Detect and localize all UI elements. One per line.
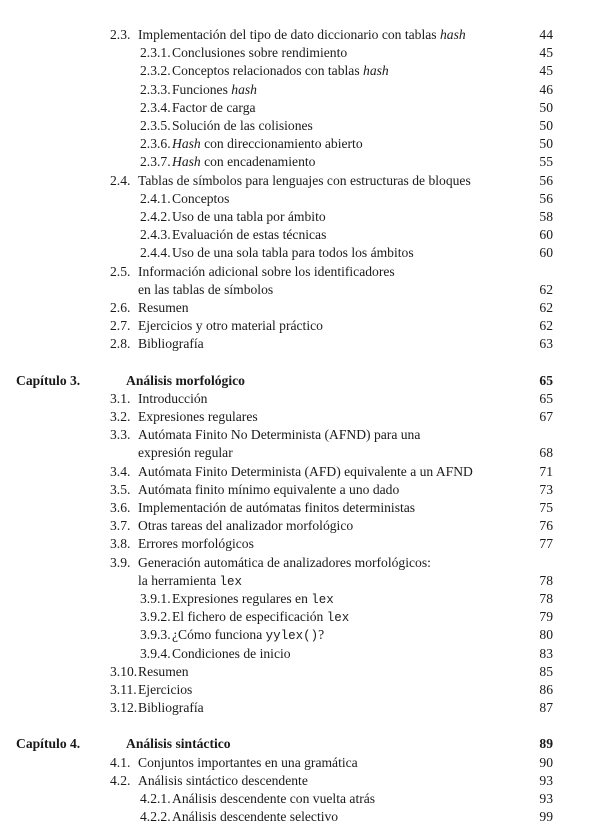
section-number: 4.2.2.: [140, 809, 171, 825]
title-text: Solución de las colisiones: [172, 118, 313, 133]
chapter-label: Capítulo 4.: [16, 736, 81, 752]
page-number: 62: [539, 281, 553, 297]
page-number: 60: [539, 227, 553, 243]
section-number: 3.8.: [110, 536, 131, 552]
toc-entry[interactable]: [0, 426, 600, 444]
section-number: 3.5.: [110, 481, 131, 497]
toc-entry[interactable]: [0, 499, 600, 517]
toc-entry[interactable]: [0, 754, 600, 772]
section-number: 2.4.4.: [140, 245, 171, 261]
italic-text: hash: [231, 81, 257, 97]
toc-entry[interactable]: [0, 608, 600, 626]
section-number: 3.9.: [110, 554, 131, 570]
page-number: 45: [539, 45, 553, 61]
title-text: con encadenamiento: [200, 154, 316, 170]
toc-entry[interactable]: [0, 554, 600, 572]
page-number: 50: [539, 118, 553, 133]
toc-entry[interactable]: [0, 463, 600, 481]
title-text: la herramienta: [138, 572, 220, 588]
title-text: Conceptos: [172, 190, 230, 206]
section-number: 4.2.1.: [140, 791, 171, 806]
section-number: 2.3.6.: [140, 136, 171, 152]
title-text: Tablas de símbolos para lenguajes con estructuras de bloques: [138, 172, 471, 188]
entry-title: [172, 62, 389, 80]
toc-entry[interactable]: [0, 135, 600, 153]
section-number: 4.2.: [110, 772, 131, 788]
page-number: 62: [539, 318, 553, 334]
toc-entry[interactable]: [0, 244, 600, 262]
entry-title: [172, 590, 334, 609]
toc-entry[interactable]: [0, 681, 600, 699]
title-text: Autómata Finito Determinista (AFD) equivalente a un AFND: [138, 463, 473, 479]
page-number: 62: [539, 300, 553, 315]
page-number: 78: [539, 591, 553, 606]
title-text: Bibliografía: [138, 700, 204, 716]
toc-entry[interactable]: [0, 299, 600, 317]
entry-title: [138, 572, 242, 591]
section-number: 2.6.: [110, 300, 131, 315]
toc-entry-continuation[interactable]: [0, 281, 600, 299]
entry-title: [126, 372, 245, 390]
title-text: Análisis descendente con vuelta atrás: [172, 791, 376, 806]
title-text: Conceptos relacionados con tablas: [172, 63, 364, 79]
title-text: Expresiones regulares en: [172, 591, 312, 606]
entry-title: [172, 99, 256, 117]
title-text: Análisis descendente selectivo: [172, 809, 339, 825]
entry-title: [138, 663, 189, 681]
section-number: 2.3.5.: [140, 118, 171, 133]
page-number: 79: [539, 609, 553, 625]
section-number: 2.5.: [110, 263, 131, 279]
page-number: 65: [539, 372, 553, 388]
entry-title: [172, 645, 291, 663]
page-number: 45: [539, 63, 553, 79]
title-text: Generación automática de analizadores morfológicos:: [138, 554, 431, 570]
section-number: 3.7.: [110, 518, 131, 534]
title-text: Análisis morfológico: [126, 372, 245, 388]
page-number: 90: [539, 754, 553, 770]
entry-title: [138, 444, 233, 462]
page-number: 87: [539, 700, 553, 716]
section-number: 3.3.: [110, 427, 131, 443]
entry-title: [138, 317, 323, 335]
toc-entry[interactable]: [0, 117, 600, 135]
entry-title: [138, 481, 399, 499]
entry-title: [172, 117, 313, 135]
title-text: Conclusiones sobre rendimiento: [172, 45, 348, 61]
entry-title: [172, 790, 375, 808]
section-number: 2.3.1.: [140, 45, 171, 61]
section-number: 2.8.: [110, 336, 131, 352]
page-number: 75: [539, 500, 553, 515]
toc-entry[interactable]: [0, 153, 600, 171]
page-number: 86: [539, 682, 553, 697]
entry-title: [138, 390, 207, 408]
section-number: 2.4.: [110, 172, 131, 188]
entry-title: [138, 699, 204, 717]
title-text: Errores morfológicos: [138, 536, 254, 552]
title-text: Autómata finito mínimo equivalente a uno dado: [138, 481, 400, 497]
entry-title: [138, 499, 415, 517]
entry-title: [138, 463, 473, 481]
toc-chapter-entry[interactable]: [0, 372, 600, 390]
title-text: Factor de carga: [172, 99, 256, 115]
code-text: yylex(): [265, 629, 319, 644]
title-text: ?: [318, 627, 325, 643]
entry-title: [172, 208, 326, 226]
section-number: 3.1.: [110, 390, 131, 406]
toc-entry[interactable]: [0, 663, 600, 681]
title-text: Introducción: [138, 390, 208, 406]
page-number: 68: [539, 445, 553, 461]
entry-title: [172, 135, 363, 153]
entry-title: [138, 754, 358, 772]
page-number: 46: [539, 81, 553, 97]
section-number: 3.6.: [110, 500, 131, 515]
title-text: Resumen: [138, 663, 189, 679]
toc-entry[interactable]: [0, 772, 600, 790]
toc-entry[interactable]: [0, 481, 600, 499]
entry-title: [172, 226, 326, 244]
title-text: Uso de una tabla por ámbito: [172, 209, 326, 224]
page-number: 83: [539, 645, 553, 661]
entry-title: [138, 26, 466, 44]
entry-title: [138, 281, 273, 299]
title-text: expresión regular: [138, 445, 233, 461]
page-number: 76: [539, 518, 553, 534]
toc-entry[interactable]: [0, 190, 600, 208]
entry-title: [138, 517, 353, 535]
italic-text: Hash: [172, 136, 201, 152]
entry-title: [138, 426, 420, 444]
section-number: 3.2.: [110, 409, 131, 424]
toc-entry[interactable]: [0, 626, 600, 644]
title-text: Expresiones regulares: [138, 409, 258, 424]
section-number: 3.11.: [110, 682, 137, 697]
title-text: Bibliografía: [138, 336, 204, 352]
entry-title: [138, 263, 395, 281]
page-number: 56: [539, 172, 553, 188]
title-text: Resumen: [138, 300, 189, 315]
title-text: Autómata Finito No Determinista (AFND) para una: [138, 427, 421, 443]
section-number: 3.4.: [110, 463, 131, 479]
toc-entry-continuation[interactable]: [0, 444, 600, 462]
toc-entry[interactable]: [0, 590, 600, 608]
title-text: Ejercicios: [138, 682, 193, 697]
italic-text: hash: [363, 63, 389, 79]
section-number: 3.9.4.: [140, 645, 171, 661]
title-text: ¿Cómo funciona: [172, 627, 266, 643]
toc-entry[interactable]: [0, 699, 600, 717]
section-number: 4.1.: [110, 754, 131, 770]
title-text: Funciones: [172, 81, 232, 97]
page-number: 93: [539, 772, 553, 788]
toc-entry[interactable]: [0, 26, 600, 44]
section-number: 2.3.7.: [140, 154, 171, 170]
title-text: Ejercicios y otro material práctico: [138, 318, 323, 334]
section-number: 2.3.2.: [140, 63, 171, 79]
entry-title: [172, 190, 229, 208]
section-number: 3.9.2.: [140, 609, 171, 625]
code-text: lex: [311, 593, 334, 607]
section-number: 3.9.3.: [140, 627, 171, 643]
title-text: Implementación de autómatas finitos deterministas: [138, 500, 416, 515]
page-number: 77: [539, 536, 553, 552]
section-number: 2.4.2.: [140, 209, 171, 224]
page-number: 85: [539, 663, 553, 679]
toc-entry[interactable]: [0, 790, 600, 808]
toc-entry-continuation[interactable]: [0, 572, 600, 590]
entry-title: [172, 81, 257, 99]
section-number: 3.10.: [110, 663, 138, 679]
title-text: en las tablas de símbolos: [138, 281, 274, 297]
entry-title: [172, 44, 347, 62]
title-text: Conjuntos importantes en una gramática: [138, 754, 358, 770]
title-text: Información adicional sobre los identificadores: [138, 263, 395, 279]
section-number: 2.7.: [110, 318, 131, 334]
chapter-label: Capítulo 3.: [16, 372, 81, 388]
page-number: 89: [539, 736, 553, 752]
page-number: 58: [539, 209, 553, 224]
toc-entry[interactable]: [0, 408, 600, 426]
section-number: 3.12.: [110, 700, 138, 716]
toc-entry[interactable]: [0, 172, 600, 190]
toc-entry[interactable]: [0, 808, 600, 826]
entry-title: [138, 681, 192, 699]
section-number: 3.9.1.: [140, 591, 171, 606]
code-text: lex: [326, 611, 350, 626]
entry-title: [138, 554, 431, 572]
italic-text: Hash: [172, 154, 201, 170]
section-number: 2.3.4.: [140, 99, 171, 115]
entry-title: [172, 626, 324, 645]
section-number: 2.3.3.: [140, 81, 171, 97]
page-number: 63: [539, 336, 553, 352]
section-number: 2.4.3.: [140, 227, 171, 243]
code-text: lex: [219, 574, 243, 589]
title-text: Uso de una sola tabla para todos los ámbitos: [172, 245, 414, 261]
entry-title: [138, 172, 471, 190]
title-text: Análisis sintáctico: [126, 736, 231, 752]
entry-title: [172, 808, 338, 826]
page-number: 65: [539, 390, 553, 406]
page-number: 50: [539, 99, 553, 115]
entry-title: [138, 535, 254, 553]
page-number: 60: [539, 245, 553, 261]
page-number: 93: [539, 791, 553, 806]
italic-text: hash: [439, 27, 466, 42]
section-number: 2.4.1.: [140, 190, 171, 206]
toc-entry[interactable]: [0, 390, 600, 408]
toc-entry[interactable]: [0, 517, 600, 535]
toc-entry[interactable]: [0, 62, 600, 80]
toc-entry[interactable]: [0, 645, 600, 663]
entry-title: [138, 408, 258, 426]
title-text: Implementación del tipo de dato diccionario con tablas: [138, 27, 440, 42]
title-text: con direccionamiento abierto: [200, 136, 363, 152]
toc-entry[interactable]: [0, 81, 600, 99]
page-number: 50: [539, 136, 553, 152]
page-number: 80: [539, 627, 553, 643]
page-number: 44: [539, 27, 553, 42]
entry-title: [172, 153, 315, 171]
toc-entry[interactable]: [0, 335, 600, 353]
page-number: 71: [539, 463, 553, 479]
toc-entry[interactable]: [0, 99, 600, 117]
page-number: 55: [539, 154, 553, 170]
title-text: Condiciones de inicio: [172, 645, 291, 661]
entry-title: [126, 735, 231, 753]
page-number: 78: [539, 572, 553, 588]
page-number: 73: [539, 481, 553, 497]
toc-entry[interactable]: [0, 535, 600, 553]
entry-title: [172, 608, 349, 627]
toc-entry[interactable]: [0, 263, 600, 281]
title-text: El fichero de especificación: [172, 609, 327, 625]
toc-entry[interactable]: [0, 317, 600, 335]
entry-title: [138, 335, 204, 353]
entry-title: [138, 772, 308, 790]
page-number: 99: [539, 809, 553, 825]
title-text: Análisis sintáctico descendente: [138, 772, 308, 788]
section-number: 2.3.: [110, 27, 131, 42]
entry-title: [138, 299, 189, 317]
toc-chapter-entry[interactable]: [0, 735, 600, 753]
page-number: 67: [539, 409, 553, 424]
entry-title: [172, 244, 414, 262]
title-text: Otras tareas del analizador morfológico: [138, 518, 354, 534]
page-number: 56: [539, 190, 553, 206]
toc-entry[interactable]: [0, 44, 600, 62]
toc-entry[interactable]: [0, 226, 600, 244]
toc-entry[interactable]: [0, 208, 600, 226]
title-text: Evaluación de estas técnicas: [172, 227, 327, 243]
